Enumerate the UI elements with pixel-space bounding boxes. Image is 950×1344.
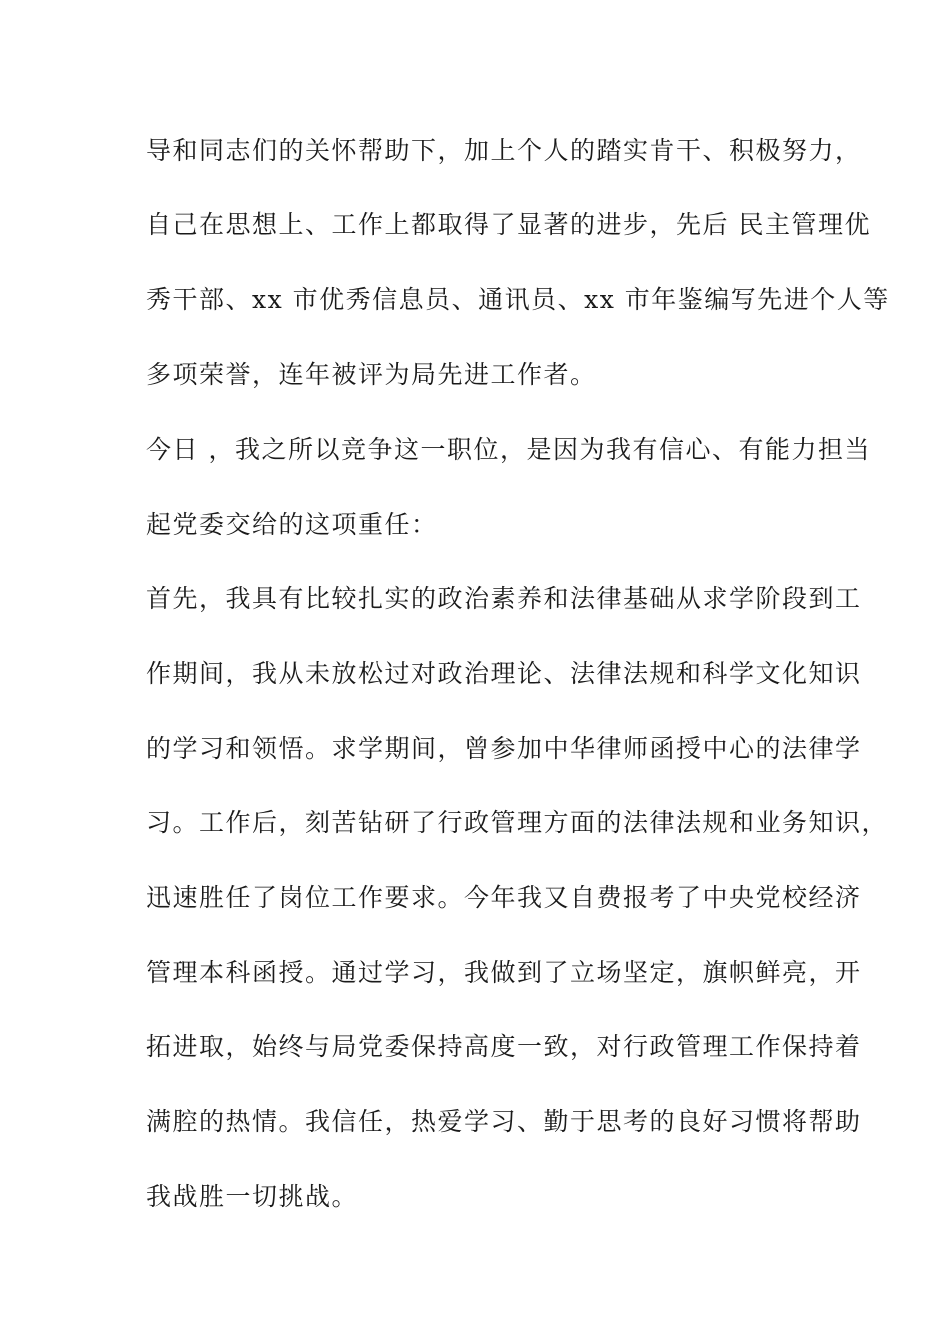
text-line: 拓进取，始终与局党委保持高度一致，对行政管理工作保持着	[146, 1032, 862, 1061]
text-line: 满腔的热情。我信任，热爱学习、勤于思考的良好习惯将帮助	[146, 1107, 862, 1136]
text-line: 首先，我具有比较扎实的政治素养和法律基础从求学阶段到工	[146, 584, 862, 613]
text-line: 起党委交给的这项重任：	[146, 510, 438, 539]
text-line: 秀干部、xx 市优秀信息员、通讯员、xx 市年鉴编写先进个人等	[146, 285, 890, 314]
text-line: 自己在思想上、工作上都取得了显著的进步，先后 民主管理优	[146, 210, 871, 239]
text-line: 导和同志们的关怀帮助下，加上个人的踏实肯干、积极努力，	[146, 136, 862, 165]
text-line: 今日 ，我之所以竞争这一职位，是因为我有信心、有能力担当	[146, 435, 871, 464]
text-line: 多项荣誉，连年被评为局先进工作者。	[146, 360, 597, 389]
text-line: 管理本科函授。通过学习，我做到了立场坚定，旗帜鲜亮，开	[146, 958, 862, 987]
text-line: 我战胜一切挑战。	[146, 1182, 359, 1211]
text-line: 习。工作后，刻苦钻研了行政管理方面的法律法规和业务知识，	[146, 808, 889, 837]
text-line: 的学习和领悟。求学期间，曾参加中华律师函授中心的法律学	[146, 734, 862, 763]
text-line: 迅速胜任了岗位工作要求。今年我又自费报考了中央党校经济	[146, 883, 862, 912]
text-line: 作期间，我从未放松过对政治理论、法律法规和科学文化知识	[146, 659, 862, 688]
